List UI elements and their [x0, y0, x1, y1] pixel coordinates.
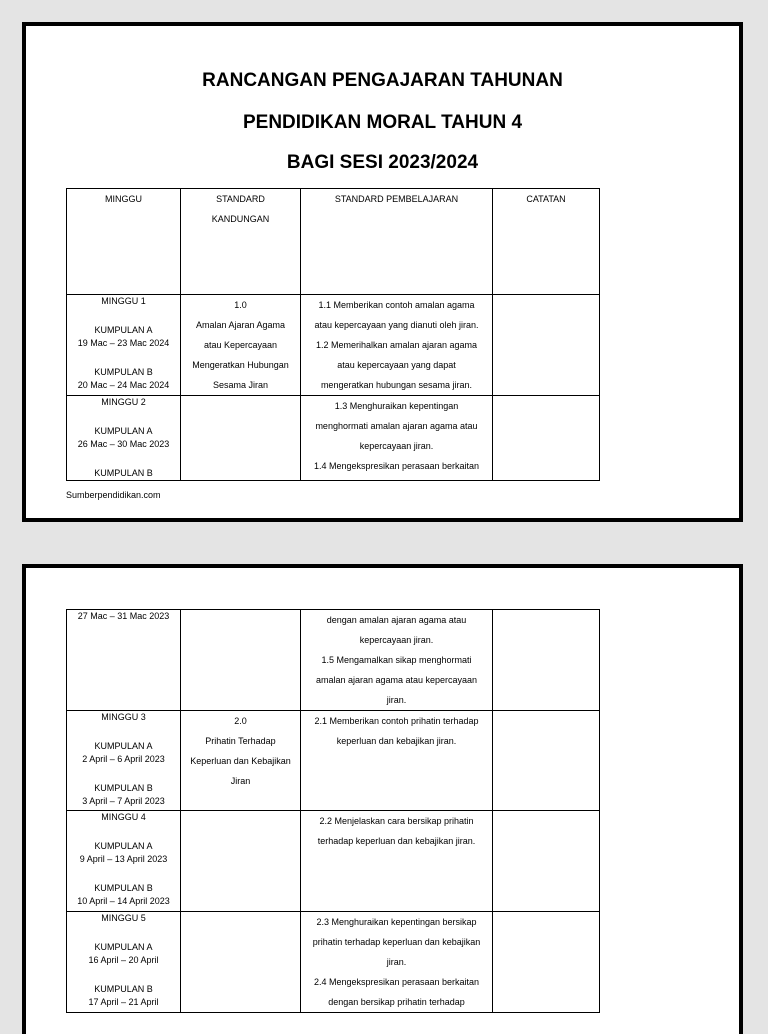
document-title: RANCANGAN PENGAJARAN TAHUNAN [202, 70, 563, 91]
header-standard-kandungan: STANDARD KANDUNGAN [181, 189, 301, 295]
table-row [67, 396, 600, 481]
document-page-1 [22, 22, 743, 522]
table-row [67, 811, 600, 912]
footer-source: Sumberpendidikan.com [66, 490, 161, 500]
header-minggu: MINGGU [67, 189, 181, 295]
catatan-cell [493, 811, 600, 912]
header-standard-pembelajaran: STANDARD PEMBELAJARAN [301, 189, 493, 295]
standard-pembelajaran-cell: 1.3 Menghuraikan kepentingan menghormati amalan ajaran agama atau kepercayaan jiran. 1.4 Mengekspresikan perasaan berkaitan [301, 396, 493, 481]
week-label: MINGGU 5 [101, 913, 146, 923]
catatan-cell [493, 396, 600, 481]
standard-kandungan-cell: 1.0 Amalan Ajaran Agama atau Kepercayaan Mengeratkan Hubungan Sesama Jiran [181, 295, 301, 396]
document-page-2 [22, 564, 743, 1034]
table-row [67, 610, 600, 711]
week-cell: MINGGU 3 KUMPULAN A 2 April – 6 April 2023 KUMPULAN B 3 April – 7 April 2023 [67, 711, 181, 811]
standard-kandungan-cell [181, 610, 301, 711]
catatan-cell [493, 912, 600, 1013]
document-session: BAGI SESI 2023/2024 [286, 152, 479, 173]
week-cell: MINGGU 2 KUMPULAN A 26 Mac – 30 Mac 2023 KUMPULAN B [67, 396, 181, 481]
week-label: MINGGU 2 [101, 397, 146, 407]
standard-kandungan-cell: 2.0 Prihatin Terhadap Keperluan dan Kebajikan Jiran [181, 711, 301, 811]
standard-kandungan-cell [181, 912, 301, 1013]
standard-kandungan-cell [181, 396, 301, 481]
table-header-row [67, 189, 600, 295]
plan-table-continued [66, 609, 600, 1013]
week-label: MINGGU 4 [101, 812, 146, 822]
table-row [67, 295, 600, 396]
catatan-cell [493, 610, 600, 711]
week-label: MINGGU 3 [101, 712, 146, 722]
standard-pembelajaran-cell: 2.2 Menjelaskan cara bersikap prihatin terhadap keperluan dan kebajikan jiran. [301, 811, 493, 912]
table-row [67, 711, 600, 811]
week-cell: MINGGU 1 KUMPULAN A 19 Mac – 23 Mac 2024 KUMPULAN B 20 Mac – 24 Mac 2024 [67, 295, 181, 396]
week-cell: MINGGU 5 KUMPULAN A 16 April – 20 April KUMPULAN B 17 April – 21 April [67, 912, 181, 1013]
standard-pembelajaran-cell: 2.3 Menghuraikan kepentingan bersikap prihatin terhadap keperluan dan kebajikan jiran. 2.4 Mengekspresikan perasaan berkaitan dengan bersikap prihatin terhadap [301, 912, 493, 1013]
header-catatan: CATATAN [493, 189, 600, 295]
standard-kandungan-cell [181, 811, 301, 912]
week-label: MINGGU 1 [101, 296, 146, 306]
standard-pembelajaran-cell: dengan amalan ajaran agama atau kepercayaan jiran. 1.5 Mengamalkan sikap menghormati amalan ajaran agama atau kepercayaan jiran. [301, 610, 493, 711]
document-subtitle: PENDIDIKAN MORAL TAHUN 4 [242, 112, 523, 133]
catatan-cell [493, 295, 600, 396]
standard-pembelajaran-cell: 2.1 Memberikan contoh prihatin terhadap keperluan dan kebajikan jiran. [301, 711, 493, 811]
week-cell: 27 Mac – 31 Mac 2023 [67, 610, 181, 711]
standard-pembelajaran-cell: 1.1 Memberikan contoh amalan agama atau kepercayaan yang dianuti oleh jiran. 1.2 Memerihalkan amalan ajaran agama atau kepercayaan yang dapat mengeratkan hubungan sesama jiran. [301, 295, 493, 396]
week-cell: MINGGU 4 KUMPULAN A 9 April – 13 April 2023 KUMPULAN B 10 April – 14 April 2023 [67, 811, 181, 912]
table-row [67, 912, 600, 1013]
catatan-cell [493, 711, 600, 811]
plan-table [66, 188, 600, 481]
